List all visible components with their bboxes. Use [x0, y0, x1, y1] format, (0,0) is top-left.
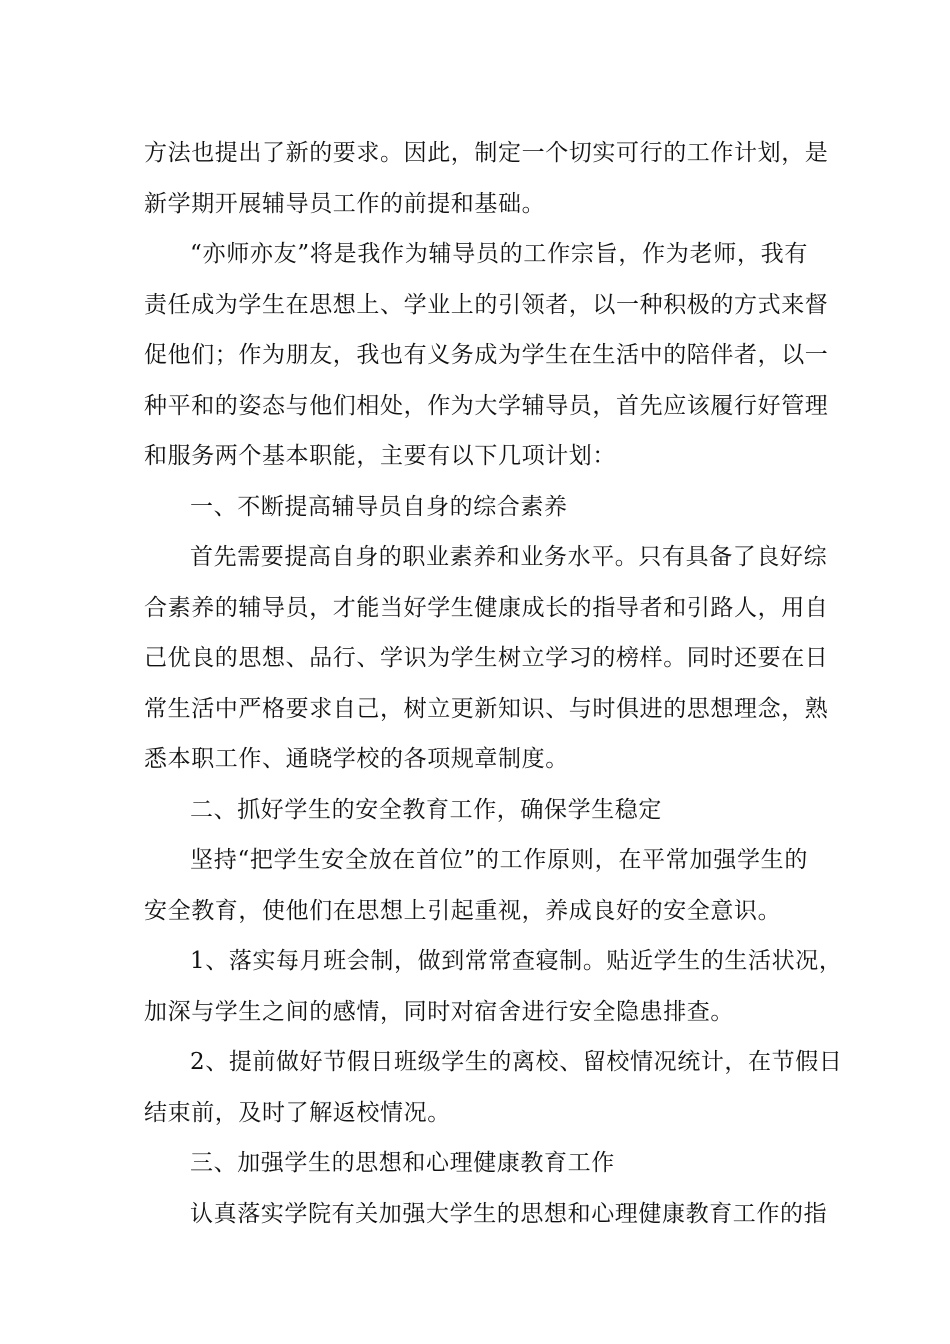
- document-body: [144, 128, 843, 1239]
- paragraph-first-line: “亦师亦友”将是我作为辅导员的工作宗旨，作为老师，我有: [190, 241, 808, 267]
- text-line: 安全教育，使他们在思想上引起重视，养成良好的安全意识。: [144, 897, 782, 924]
- text-line: 责任成为学生在思想上、学业上的引领者，以一种积极的方式来督: [144, 291, 829, 318]
- list-item-1: 1、落实每月班会制，做到常常查寝制。贴近学生的生活状况，: [190, 948, 843, 974]
- text-line: 和服务两个基本职能，主要有以下几项计划：: [144, 443, 616, 469]
- section-heading-2: 二、抓好学生的安全教育工作，确保学生稳定: [190, 796, 662, 823]
- text-line: 新学期开展辅导员工作的前提和基础。: [144, 190, 546, 217]
- section-heading-1: 一、不断提高辅导员自身的综合素养: [190, 493, 568, 520]
- text-line: 加深与学生之间的感情，同时对宿舍进行安全隐患排查。: [144, 998, 734, 1025]
- text-line: 促他们；作为朋友，我也有义务成为学生在生活中的陪伴者，以一: [144, 342, 829, 368]
- paragraph-first-line: 认真落实学院有关加强大学生的思想和心理健康教育工作的指: [190, 1200, 828, 1227]
- text-line: 结束前，及时了解返校情况。: [144, 1099, 451, 1126]
- text-line: 方法也提出了新的要求。因此，制定一个切实可行的工作计划，是: [144, 140, 829, 166]
- text-line: 悉本职工作、通晓学校的各项规章制度。: [144, 746, 569, 772]
- paragraph-first-line: 首先需要提高自身的职业素养和业务水平。只有具备了良好综: [190, 544, 828, 570]
- section-heading-3: 三、加强学生的思想和心理健康教育工作: [190, 1150, 615, 1176]
- list-item-2: 2、提前做好节假日班级学生的离校、留校情况统计，在节假日: [190, 1049, 843, 1075]
- text-line: 己优良的思想、品行、学识为学生树立学习的榜样。同时还要在日: [144, 645, 829, 671]
- text-line: 种平和的姿态与他们相处，作为大学辅导员，首先应该履行好管理: [144, 392, 829, 419]
- text-line: 合素养的辅导员，才能当好学生健康成长的指导者和引路人，用自: [144, 594, 829, 621]
- text-line: 常生活中严格要求自己，树立更新知识、与时俱进的思想理念，熟: [144, 695, 829, 722]
- paragraph-first-line: 坚持“把学生安全放在首位”的工作原则，在平常加强学生的: [190, 847, 808, 873]
